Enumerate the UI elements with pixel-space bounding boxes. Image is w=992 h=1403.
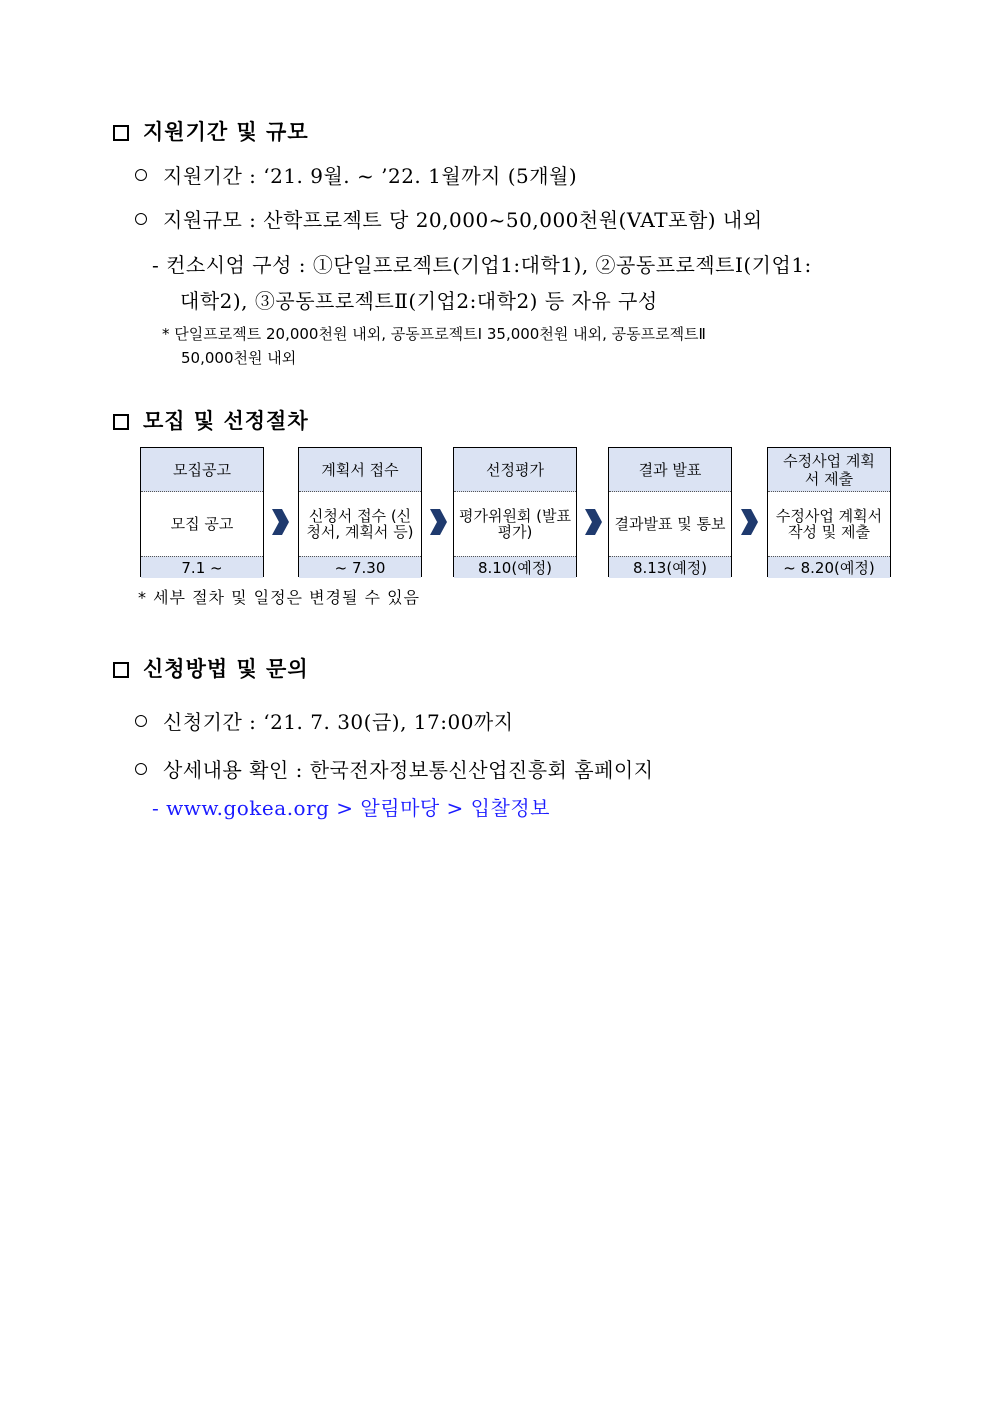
step-head: 모집공고: [141, 448, 263, 492]
consortium-line-1: - 컨소시엄 구성 : ①단일프로젝트(기업1:대학1), ②공동프로젝트Ⅰ(기업1:: [152, 253, 812, 277]
section-title: 신청방법 및 문의: [143, 657, 309, 681]
circle-bullet-icon: [135, 169, 147, 181]
arrow-right-icon: [739, 507, 759, 537]
bullet-period: [135, 160, 577, 189]
deadline-text: 신청기간 : ‘21. 7. 30(금), 17:00까지: [163, 710, 514, 734]
step-body: 평가위원회 (발표평가): [454, 492, 576, 556]
step-head: 수정사업 계획서 제출: [768, 448, 890, 492]
step-date: ~ 8.20(예정): [768, 556, 890, 578]
section-heading-procedure: [113, 405, 309, 435]
step-plan-receipt: [298, 447, 422, 577]
period-text: 지원기간 : ‘21. 9월. ~ ’22. 1월까지 (5개월): [163, 164, 578, 188]
step-body: 모집 공고: [141, 492, 263, 556]
link-dash: -: [152, 796, 160, 820]
homepage-link-line: [152, 792, 550, 821]
step-date: ~ 7.30: [299, 556, 421, 578]
bullet-scale: [135, 204, 763, 233]
step-date: 8.13(예정): [609, 556, 731, 578]
step-head: 결과 발표: [609, 448, 731, 492]
step-announcement: [140, 447, 264, 577]
step-date: 7.1 ~: [141, 556, 263, 578]
amount-note-line-2: 50,000천원 내외: [181, 349, 297, 367]
step-body: 신청서 접수 (신청서, 계획서 등): [299, 492, 421, 556]
scale-text: 지원규모 : 산학프로젝트 당 20,000~50,000천원(VAT포함) 내외: [163, 208, 763, 232]
step-result: [608, 447, 732, 577]
consortium-line-2: 대학2), ③공동프로젝트Ⅱ(기업2:대학2) 등 자유 구성: [180, 289, 658, 313]
arrow-right-icon: [428, 507, 448, 537]
step-evaluation: [453, 447, 577, 577]
step-revised-plan: [767, 447, 891, 577]
section-title: 지원기간 및 규모: [143, 120, 309, 144]
checkbox-square-icon: [113, 662, 129, 678]
section-heading-period-scale: [113, 116, 309, 146]
homepage-link[interactable]: www.gokea.org > 알림마당 > 입찰정보: [166, 796, 550, 820]
circle-bullet-icon: [135, 763, 147, 775]
step-date: 8.10(예정): [454, 556, 576, 578]
circle-bullet-icon: [135, 715, 147, 727]
bullet-detail: [135, 754, 654, 783]
detail-text: 상세내용 확인 : 한국전자정보통신산업진흥회 홈페이지: [163, 758, 654, 782]
checkbox-square-icon: [113, 125, 129, 141]
step-body: 수정사업 계획서 작성 및 제출: [768, 492, 890, 556]
circle-bullet-icon: [135, 213, 147, 225]
section-heading-application: [113, 653, 309, 683]
arrow-right-icon: [583, 507, 603, 537]
arrow-right-icon: [270, 507, 290, 537]
amount-note-line-1: * 단일프로젝트 20,000천원 내외, 공동프로젝트Ⅰ 35,000천원 내외, 공동프로젝트Ⅱ: [162, 325, 706, 343]
step-head: 계획서 접수: [299, 448, 421, 492]
bullet-deadline: [135, 706, 514, 735]
step-body: 결과발표 및 통보: [609, 492, 731, 556]
checkbox-square-icon: [113, 414, 129, 430]
procedure-note: * 세부 절차 및 일정은 변경될 수 있음: [138, 588, 420, 607]
section-title: 모집 및 선정절차: [143, 409, 309, 433]
step-head: 선정평가: [454, 448, 576, 492]
